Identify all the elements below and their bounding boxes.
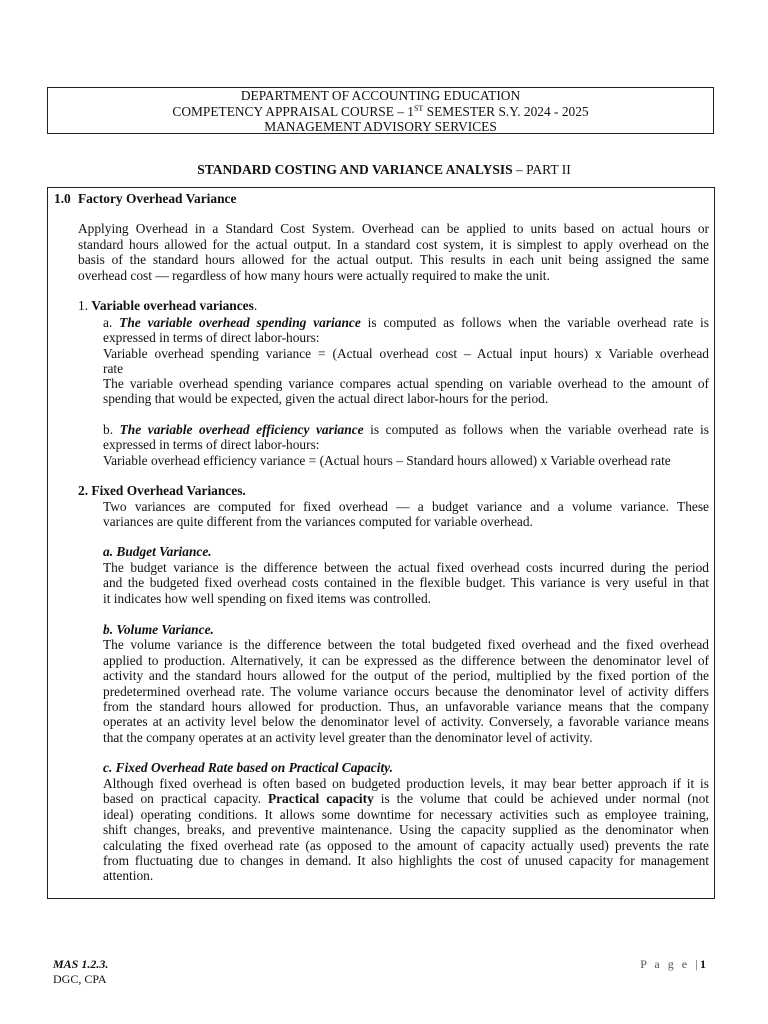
efficiency-line-2: expressed in terms of direct labor-hours:	[103, 437, 320, 452]
spending-formula: Variable overhead spending variance = (Actual overhead cost – Actual input hours) x Variable overhead	[103, 346, 709, 361]
variable-heading	[78, 298, 257, 314]
intro-line-3: basis of the standard hours allowed for the actual output. This results in each unit being assigned the same	[78, 252, 709, 267]
volume-heading: b. Volume Variance.	[103, 622, 214, 637]
budget-heading: a. Budget Variance.	[103, 544, 212, 559]
capacity-line-4: shift changes, breaks, and preventive maintenance. Using the capacity supplied as the denominator when	[103, 822, 709, 837]
item-b-prefix: b.	[103, 422, 114, 437]
efficiency-term: The variable overhead efficiency variance	[119, 422, 364, 437]
page-number: 1	[700, 957, 706, 971]
section-number: 1.0	[54, 191, 71, 206]
semester-text: SEMESTER S.Y. 2024 - 2025	[423, 103, 589, 119]
capacity-line-2-post: is the volume that could be achieved under normal (not	[380, 791, 709, 806]
spending-line-1	[103, 315, 709, 331]
section-heading: Factory Overhead Variance	[78, 191, 237, 206]
budget-line-3: it indicates how well spending on fixed items was controlled.	[103, 591, 432, 606]
spending-formula-end: rate	[103, 361, 124, 376]
page-label: P a g e |	[640, 957, 700, 971]
intro-line-2: standard hours allowed for the actual output. In a standard cost system, it is simplest to apply overhead on the	[78, 237, 709, 252]
item-a-prefix: a.	[103, 315, 113, 330]
spending-term: The variable overhead spending variance	[119, 315, 361, 330]
author: DGC, CPA	[53, 972, 107, 986]
volume-line-1: The volume variance is the difference between the total budgeted fixed overhead and the fixed overhead	[103, 637, 709, 652]
volume-line-3: activity and the standard hours allowed for the output of the period, multiplied by the fixed portion of the	[103, 668, 709, 683]
title-main: STANDARD COSTING AND VARIANCE ANALYSIS	[197, 162, 513, 177]
efficiency-line-1	[103, 422, 709, 438]
capacity-heading: c. Fixed Overhead Rate based on Practical Capacity.	[103, 760, 393, 775]
volume-line-7: that the company operates at an activity level greater than the denominator level of activity.	[103, 730, 593, 745]
practical-capacity-term: Practical capacity	[267, 791, 374, 806]
capacity-line-3: ideal) operating conditions. It allows some downtime for necessary activities such as employee training,	[103, 807, 709, 822]
volume-line-4: predetermined overhead rate. The volume variance occurs because the denominator level of activity differs	[103, 684, 709, 699]
variable-heading-num: 1.	[78, 298, 89, 313]
spending-explanation-2: spending that would be expected, given the actual direct labor-hours for the period.	[103, 391, 549, 406]
volume-line-2: applied to production. Alternatively, it can be expressed as the difference between the denominator level of	[103, 653, 709, 668]
spending-explanation-1: The variable overhead spending variance compares actual spending on variable overhead to the amount of	[103, 376, 709, 391]
module-code: MAS 1.2.3.	[53, 957, 109, 971]
capacity-line-7: attention.	[103, 868, 154, 883]
course-line-text: COMPETENCY APPRAISAL COURSE – 1	[172, 103, 414, 119]
spending-line-2: expressed in terms of direct labor-hours:	[103, 330, 320, 345]
capacity-line-1: Although fixed overhead is often based on budgeted production levels, it may bear better approach if it is	[103, 776, 709, 791]
page-indicator	[640, 957, 706, 972]
department-line: DEPARTMENT OF ACCOUNTING EDUCATION	[240, 88, 521, 103]
subject-line: MANAGEMENT ADVISORY SERVICES	[264, 119, 497, 134]
course-header-box	[47, 87, 714, 134]
course-line	[48, 104, 713, 120]
intro-line-1: Applying Overhead in a Standard Cost System. Overhead can be applied to units based on actual hours or	[78, 221, 709, 236]
variable-heading-text: Variable overhead variances	[91, 298, 254, 313]
volume-line-6: operates at an activity level below the denominator level of activity. Conversely, a favorable variance means	[103, 714, 709, 729]
efficiency-line-1-rest: is computed as follows when the variable overhead rate is	[370, 422, 709, 437]
content-box	[47, 187, 715, 899]
fixed-line-2: variances are quite different from the variances computed for variable overhead.	[103, 514, 533, 529]
capacity-line-5: calculating the fixed overhead rate (as opposed to the amount of capacity actually used) prevents the rate	[103, 838, 709, 853]
budget-line-1: The budget variance is the difference between the actual fixed overhead costs incurred during the period	[103, 560, 709, 575]
efficiency-formula: Variable overhead efficiency variance = (Actual hours – Standard hours allowed) x Variable overhead rate	[103, 453, 671, 468]
budget-line-2: and the budgeted fixed overhead costs contained in the flexible budget. This variance is very useful in that	[103, 575, 709, 590]
fixed-line-1: Two variances are computed for fixed overhead — a budget variance and a volume variance. These	[103, 499, 709, 514]
capacity-line-2	[103, 791, 709, 807]
spending-line-1-rest: is computed as follows when the variable overhead rate is	[367, 315, 709, 330]
variable-heading-end: .	[253, 298, 258, 313]
title-part: – PART II	[512, 162, 571, 177]
ordinal-superscript: ST	[413, 103, 424, 113]
document-title	[0, 162, 768, 178]
intro-line-4: overhead cost — regardless of how many hours were actually required to make the unit.	[78, 268, 550, 283]
fixed-heading: 2. Fixed Overhead Variances.	[78, 483, 246, 498]
capacity-line-2-pre: based on practical capacity.	[103, 791, 261, 806]
capacity-line-6: from fluctuating due to changes in demand. It also highlights the cost of unused capacity for management	[103, 853, 709, 868]
volume-line-5: from the standard hours allowed for production. Thus, an unfavorable variance means that the company	[103, 699, 709, 714]
footer-left	[53, 957, 108, 987]
